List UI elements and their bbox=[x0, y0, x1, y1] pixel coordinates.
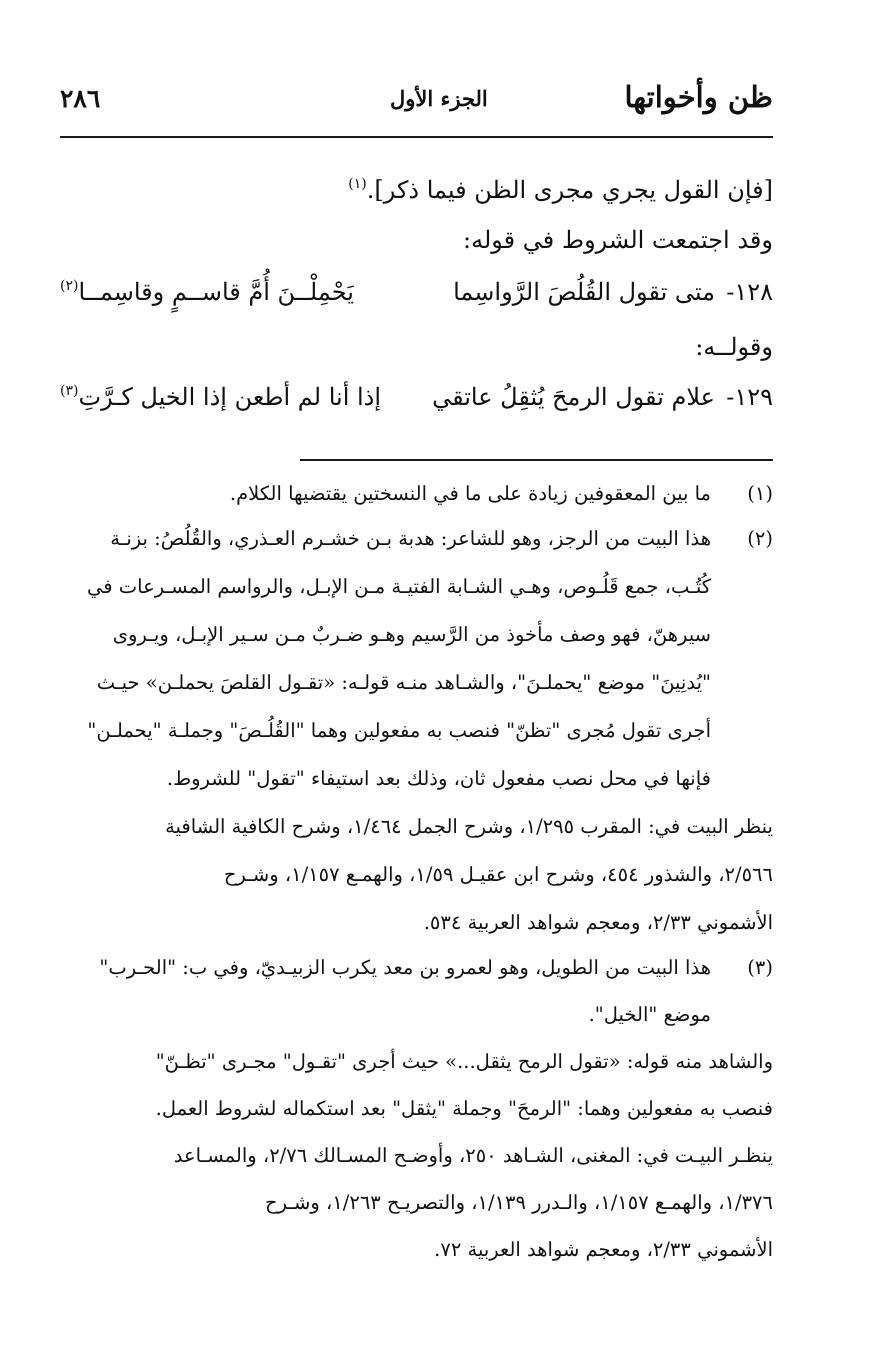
footnote-ref-3: (٣) bbox=[60, 383, 79, 399]
verse-number: ١٢٨- bbox=[726, 278, 773, 306]
footnote-separator bbox=[300, 459, 773, 461]
body-line-2 bbox=[463, 224, 773, 256]
footnote-line: أجرى تقول مُجرى "تظنّ" فنصب به مفعولين وهما "القُلُـصَ" وجملـة "يحملـن" bbox=[87, 719, 711, 742]
footnote-line: كُتُـب، جمع قَلُـوص، وهـي الشـابة الفتيـة مـن الإبـل، والرواسم المسـرعات في bbox=[87, 575, 711, 598]
footnote-ref-1: (١) bbox=[348, 176, 367, 192]
running-header bbox=[60, 80, 773, 126]
body-text: [فإن القول يجري مجرى الظن فيما ذكر]. bbox=[366, 176, 773, 204]
footnote-line: والشاهد منه قوله: «تقول الرمح يثقل...» حيث أجرى "تقـول" مجـرى "تظـنّ" bbox=[155, 1050, 773, 1073]
footnote-line: موضع "الخيل". bbox=[588, 1003, 711, 1026]
footnote-ref-2: (٢) bbox=[60, 278, 79, 294]
verse-first-hemistich: علام تقول الرمحَ يُثقِلُ عاتقي bbox=[432, 383, 715, 411]
footnote-line: ١/٣٧٦، والهمـع ١/١٥٧، والـدرر ١/١٣٩، والتصريـح ١/٢٦٣، وشـرح bbox=[264, 1191, 773, 1214]
footnote-line: الأشموني ٢/٣٣، ومعجم شواهد العربية ٥٣٤. bbox=[423, 911, 773, 934]
body-line-1 bbox=[348, 168, 773, 206]
footnote-line: الأشموني ٢/٣٣، ومعجم شواهد العربية ٧٢. bbox=[434, 1238, 773, 1261]
part-label: الجزء الأول bbox=[390, 86, 488, 111]
footnote-number: (٣) bbox=[747, 956, 773, 979]
header-rule bbox=[60, 136, 773, 138]
body-text: وقد اجتمعت الشروط في قوله: bbox=[463, 226, 773, 254]
footnote-number: (١) bbox=[747, 482, 773, 505]
verse-number: ١٢٩- bbox=[726, 383, 773, 411]
footnote-line: فإنها في محل نصب مفعول ثان، وذلك بعد استيفاء "تقول" للشروط. bbox=[166, 767, 711, 790]
verse-second-hemistich bbox=[60, 383, 381, 411]
verse-129 bbox=[60, 383, 773, 419]
chapter-title: ظن وأخواتها bbox=[624, 80, 773, 114]
verse-first-hemistich: متى تقول القُلُصَ الرَّواسِما bbox=[453, 278, 715, 306]
footnote-line: ينظـر البيـت في: المغنى، الشـاهد ٢٥٠، وأوضـح المسـالك ٢/٧٦، والمسـاعد bbox=[173, 1144, 773, 1167]
footnote-line: فنصب به مفعولين وهما: "الرمحَ" وجملة "يثقل" بعد استكماله لشروط العمل. bbox=[155, 1097, 773, 1120]
footnote-line: هذا البيت من الرجز، وهو للشاعر: هدبة بـن خشـرم العـذري، والقُلُصُ: بزنـة bbox=[110, 527, 711, 550]
footnote-line: ٢/٥٦٦، والشذور ٤٥٤، وشرح ابن عقيـل ١/٥٩، والهمـع ١/١٥٧، وشـرح bbox=[223, 863, 773, 886]
footnote-line: ما بين المعقوفين زيادة على ما في النسختين يقتضيها الكلام. bbox=[229, 482, 711, 505]
footnote-line: ينظر البيت في: المقرب ١/٢٩٥، وشرح الجمل ١/٤٦٤، وشرح الكافية الشافية bbox=[165, 815, 773, 838]
footnote-number: (٢) bbox=[747, 527, 773, 550]
verse-text: إذا أنا لم أطعن إذا الخيل كـرَّتِ bbox=[78, 383, 382, 411]
page-number: ٢٨٦ bbox=[60, 84, 101, 113]
footnote-line: هذا البيت من الطويل، وهو لعمرو بن معد يكرب الزبيـديّ، وفي ب: "الحـرب" bbox=[99, 956, 711, 979]
body-text: وقولــه: bbox=[695, 333, 773, 361]
footnote-line: سيرهنّ، فهو وصف مأخوذ من الرَّسيم وهـو ضـربٌ مـن سـير الإبـل، ويـروى bbox=[112, 623, 711, 646]
verse-second-hemistich bbox=[60, 278, 354, 306]
verse-text: يَحْمِلْــنَ أُمَّ قاســمٍ وقاسِمــا bbox=[78, 278, 354, 306]
body-line-qawlih bbox=[695, 331, 773, 363]
verse-128 bbox=[60, 278, 773, 314]
footnote-line: "يُدنِينَ" موضع "يحملـنَ"، والشـاهد منـه قولـه: «تقـول القلصَ يحملـن» حيـث bbox=[96, 671, 711, 694]
